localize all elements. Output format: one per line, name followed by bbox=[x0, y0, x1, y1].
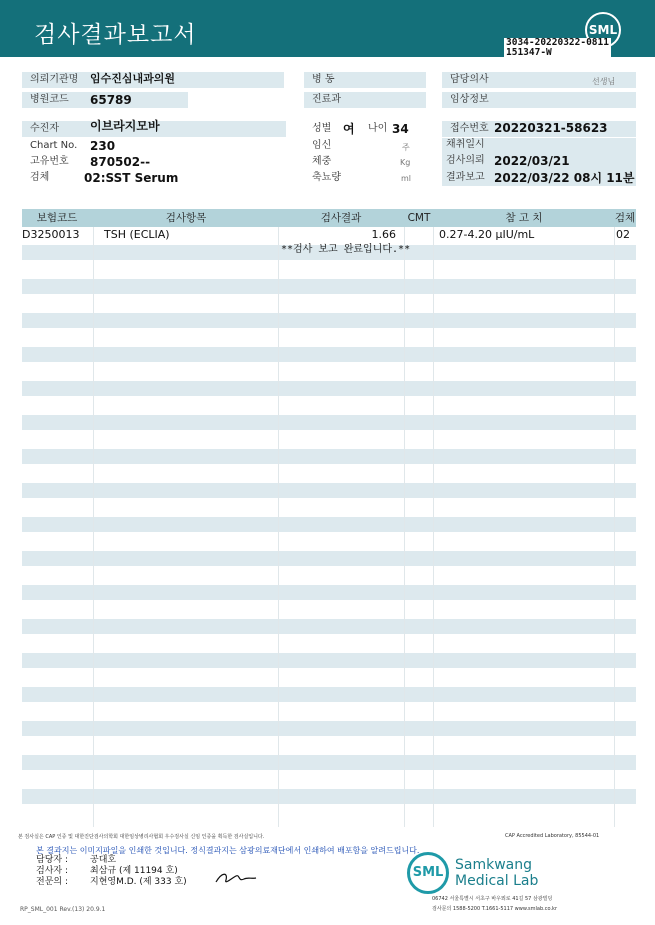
row-band bbox=[22, 313, 636, 328]
doctor-label: 담당의사 bbox=[442, 72, 636, 88]
specimen-label: 검체 bbox=[30, 172, 50, 183]
receipt-label: 접수번호 bbox=[442, 121, 636, 137]
result-date-value: 2022/03/22 08시 11분 bbox=[494, 171, 635, 185]
col-insurance-code: 보험코드 bbox=[36, 212, 78, 224]
report-id-line-1: 3034-20220322-0811 bbox=[506, 37, 609, 48]
column-divider bbox=[404, 227, 405, 827]
cap-note: CAP Accredited Laboratory, 85544-01 bbox=[505, 833, 600, 839]
row-band bbox=[22, 551, 636, 566]
row-insurance-code: D3250013 bbox=[22, 228, 80, 241]
inspector-label: 검사자 : bbox=[36, 866, 68, 876]
id-value: 870502-- bbox=[90, 155, 151, 169]
row-band bbox=[22, 347, 636, 362]
chart-label: Chart No. bbox=[30, 140, 78, 151]
sex-label: 성별 bbox=[312, 123, 332, 134]
request-value: 2022/03/21 bbox=[494, 154, 570, 168]
row-band bbox=[22, 585, 636, 600]
company-name-line-1: Samkwang bbox=[455, 857, 532, 873]
request-label: 검사의뢰 bbox=[446, 155, 485, 166]
col-reference: 참 고 치 bbox=[505, 212, 543, 224]
row-band bbox=[22, 619, 636, 634]
column-divider bbox=[93, 227, 94, 827]
signature-icon bbox=[214, 870, 258, 886]
row-specimen: 02 bbox=[616, 228, 630, 241]
row-band bbox=[22, 721, 636, 736]
pregnancy-label: 임신 bbox=[312, 140, 332, 151]
chart-value: 230 bbox=[90, 139, 116, 153]
row-band bbox=[22, 381, 636, 396]
specialist-label: 전문의 : bbox=[36, 877, 68, 887]
company-address: 06742 서울특별시 서초구 바우뫼로 41길 57 삼광빌딩 bbox=[432, 896, 553, 902]
pregnancy-unit: 주 bbox=[402, 143, 410, 152]
company-name bbox=[455, 857, 538, 889]
page-title: 검사결과보고서 bbox=[34, 22, 197, 48]
row-band bbox=[22, 755, 636, 770]
clinical-label: 임상정보 bbox=[442, 92, 636, 108]
patient-value: 이브라지모바 bbox=[90, 119, 160, 133]
row-band bbox=[22, 517, 636, 532]
col-result: 검사결과 bbox=[320, 212, 362, 224]
row-band bbox=[22, 415, 636, 430]
completion-note: **검사 보고 완료입니다.** bbox=[281, 244, 411, 255]
row-band bbox=[22, 687, 636, 702]
result-label: 결과보고 bbox=[446, 172, 485, 183]
doctor-hint: 선생님 bbox=[592, 77, 616, 86]
table-header bbox=[22, 209, 636, 227]
patient-label: 수진자 bbox=[22, 121, 286, 137]
code-label: 병원코드 bbox=[22, 92, 188, 108]
row-band bbox=[22, 653, 636, 668]
row-test-item: TSH (ECLIA) bbox=[104, 228, 170, 241]
id-label: 고유번호 bbox=[30, 156, 69, 167]
col-cmt: CMT bbox=[407, 212, 431, 224]
row-result: 1.66 bbox=[371, 228, 396, 241]
manager-label: 담당자 : bbox=[36, 855, 68, 865]
form-code: RP_SML_001 Rev.(13) 20.9.1 bbox=[20, 906, 106, 913]
col-test-item: 검사항목 bbox=[165, 212, 207, 224]
weight-unit: Kg bbox=[400, 158, 411, 167]
hospital-label: 의뢰기관명 bbox=[22, 72, 284, 88]
manager-value: 공대호 bbox=[90, 855, 117, 865]
col-specimen: 검체 bbox=[614, 212, 636, 224]
dept-label: 진료과 bbox=[304, 92, 426, 108]
recollect-label: 채취일시 bbox=[446, 139, 485, 150]
row-reference: 0.27-4.20 μIU/mL bbox=[439, 228, 535, 241]
column-divider bbox=[433, 227, 434, 827]
age-label: 나이 bbox=[368, 123, 388, 134]
inspector-value: 최삼규 (제 11194 호) bbox=[90, 866, 178, 876]
company-name-line-2: Medical Lab bbox=[455, 873, 539, 889]
row-band bbox=[22, 789, 636, 804]
hospital-value: 임수진심내과의원 bbox=[90, 72, 176, 85]
column-divider bbox=[278, 227, 279, 827]
report-id bbox=[504, 38, 611, 58]
urine-label: 축뇨량 bbox=[312, 172, 341, 183]
weight-label: 체중 bbox=[312, 156, 332, 167]
urine-unit: ml bbox=[401, 174, 412, 183]
row-band bbox=[22, 483, 636, 498]
receipt-value: 20220321-58623 bbox=[494, 121, 608, 135]
accreditation-note: 본 검사실은 CAP 인증 및 대한진단검사의학회 대한임상병리사협회 우수검사실 신임 인증을 획득한 검사실입니다. bbox=[18, 834, 265, 840]
age-value: 34 bbox=[392, 122, 409, 136]
sml-logo-icon: SML bbox=[407, 852, 449, 894]
report-id-line-2: 151347-W bbox=[506, 47, 552, 58]
specialist-value: 지현영M.D. (제 333 호) bbox=[90, 877, 187, 887]
column-divider bbox=[614, 227, 615, 827]
row-band bbox=[22, 279, 636, 294]
code-value: 65789 bbox=[90, 93, 132, 107]
ward-label: 병 동 bbox=[304, 72, 426, 88]
print-notice: 본 결과지는 이미지파일을 인쇄한 것입니다. 정식결과지는 삼광의료재단에서 인쇄하여 배포함을 알려드립니다. bbox=[36, 846, 420, 855]
specimen-value: 02:SST Serum bbox=[84, 171, 179, 185]
sex-value: 여 bbox=[343, 122, 355, 136]
company-contact: 검사문의 1588-5200 T.1661-5117 www.smlab.co.kr bbox=[432, 906, 557, 912]
row-band bbox=[22, 449, 636, 464]
sml-logo-icon: SML bbox=[585, 12, 621, 48]
